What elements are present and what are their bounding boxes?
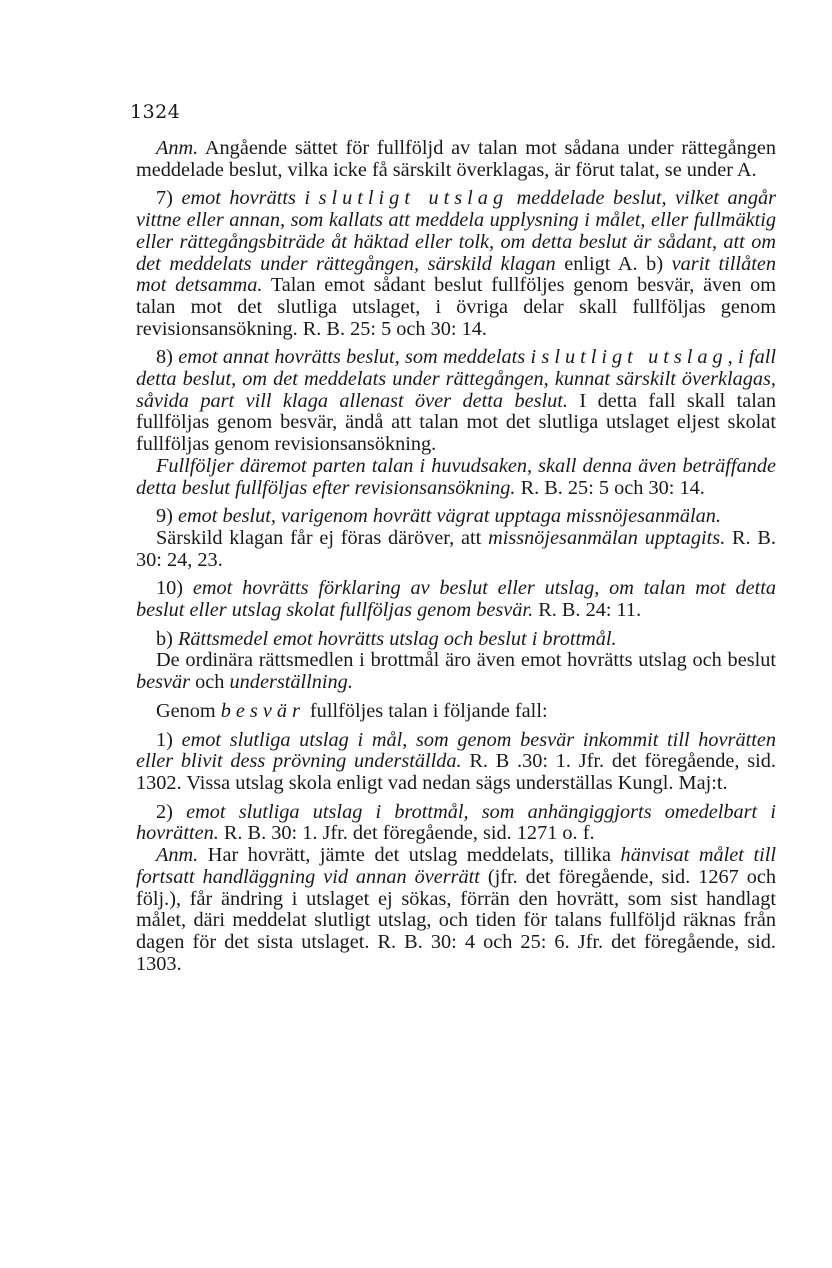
text-run: Talan emot sådant beslut fullföljes genom besvär, även om talan mot det slutliga utslaget, i övriga delar skall fullföljas genom revisionsansökning. R. B. 25: 5 och 30: 14.	[136, 274, 776, 340]
italic-text: , i fall detta beslut, om det meddelats under rättegången, kunnat särskilt överklagas, såvida part vill klaga allenast över detta beslut.	[136, 346, 776, 412]
italic-text: Anm.	[156, 844, 199, 867]
paragraph	[136, 730, 776, 795]
text-run: 9)	[156, 505, 178, 528]
text-run: 10)	[156, 577, 193, 600]
text-run: Särskild klagan får ej föras däröver, att	[156, 526, 489, 549]
italic-text: besvär	[220, 699, 305, 722]
paragraph	[136, 629, 776, 651]
text-run: b)	[156, 627, 178, 650]
italic-text: emot annat hovrätts beslut, som meddelats i	[178, 346, 542, 369]
italic-text: varit tillåten mot detsamma.	[136, 252, 776, 297]
text-run: De ordinära rättsmedlen i brottmål äro även emot hovrätts utslag och beslut	[156, 649, 776, 672]
italic-text: besvär	[136, 671, 191, 694]
paragraph	[136, 845, 776, 975]
paragraph	[136, 578, 776, 621]
italic-text: emot slutliga utslag i brottmål, som anhängiggjorts omedelbart i hovrätten.	[136, 800, 776, 845]
paragraph	[136, 802, 776, 845]
italic-text: missnöjesanmälan upptagits.	[488, 526, 726, 549]
italic-text: emot slutliga utslag i mål, som genom besvär inkommit till hovrätten eller blivit dess prövning underställda.	[136, 728, 777, 773]
text-run: Har hovrätt, jämte det utslag meddelats, tillika	[198, 844, 621, 867]
text-run: 1)	[156, 728, 182, 751]
paragraph	[136, 188, 776, 340]
text-run: 8)	[156, 346, 179, 369]
page-number: 1324	[130, 101, 181, 123]
paragraph	[136, 528, 776, 571]
text-run: Angående sättet för fullföljd av talan mot sådana under rättegången meddelade beslut, vilka icke få särskilt överklagas, är förut talat, se under A.	[136, 137, 776, 181]
body-text	[136, 138, 776, 975]
paragraph	[136, 138, 776, 181]
text-run: enligt A. b)	[555, 252, 672, 275]
italic-text: emot hovrätts förklaring av beslut eller utslag, om talan mot detta beslut eller utslag skolat fullföljas genom besvär.	[136, 577, 776, 622]
text-run: R. B. 24: 11.	[533, 599, 642, 622]
italic-text: underställning.	[229, 671, 353, 694]
text-run: R. B. 30: 1. Jfr. det föregående, sid. 1271 o. f.	[218, 822, 595, 845]
italic-text: hänvisat målet till fortsatt handläggning vid annan överrätt	[136, 844, 776, 888]
italic-text: emot hovrätts i	[181, 187, 319, 210]
italic-text: meddelade beslut, vilket angår vittne eller annan, som kallats att meddela upplysning i målet, eller fullmäktig eller rättegångsbiträde åt häktad eller tolk, om detta beslut är sådant, att om det meddelats under rättegången, särskild klagan	[136, 187, 776, 275]
text-run: Genom	[156, 699, 221, 722]
text-run: R. B. 25: 5 och 30: 14.	[515, 476, 705, 499]
italic-text: Fullföljer däremot parten talan i huvudsaken, skall denna även beträffande detta beslut fullföljas efter revisionsansökning.	[136, 454, 776, 499]
text-run: R. B. 30: 24, 23.	[136, 526, 776, 571]
text-run: 7)	[156, 187, 182, 210]
italic-text: slutligt utslag	[318, 187, 509, 210]
paragraph	[136, 506, 776, 528]
text-run: R. B .30: 1. Jfr. det föregående, sid. 1302. Vissa utslag skola enligt vad nedan sägs underställas Kungl. Maj:t.	[136, 750, 776, 794]
italic-text: Rättsmedel emot hovrätts utslag och beslut i brottmål.	[177, 627, 617, 650]
italic-text: emot beslut, varigenom hovrätt vägrat upptaga missnöjesanmälan.	[177, 505, 722, 528]
paragraph	[136, 650, 776, 693]
text-run: och	[190, 671, 230, 694]
text-run: 2)	[156, 800, 187, 823]
text-run: (jfr. det föregående, sid. 1267 och följ.), får ändring i utslaget ej sökas, förrän den hovrätt, som sist handlagt målet, däri meddelat slutligt utslag, och tiden för talans fullföljd räknas från dagen för det sista utslaget. R. B. 30: 4 och 25: 6. Jfr. det föregående, sid. 1303.	[136, 865, 776, 975]
paragraph	[136, 347, 776, 456]
paragraph	[136, 456, 776, 499]
paragraph	[136, 701, 776, 723]
italic-text: slutligt utslag	[541, 346, 728, 369]
text-run: fullföljes talan i följande fall:	[304, 699, 548, 722]
text-run: I detta fall skall talan fullföljas genom besvär, ändå att talan mot det slutliga utslaget eljest skolat fullföljas genom revisionsansökning.	[136, 389, 777, 456]
italic-text: Anm.	[156, 137, 199, 159]
